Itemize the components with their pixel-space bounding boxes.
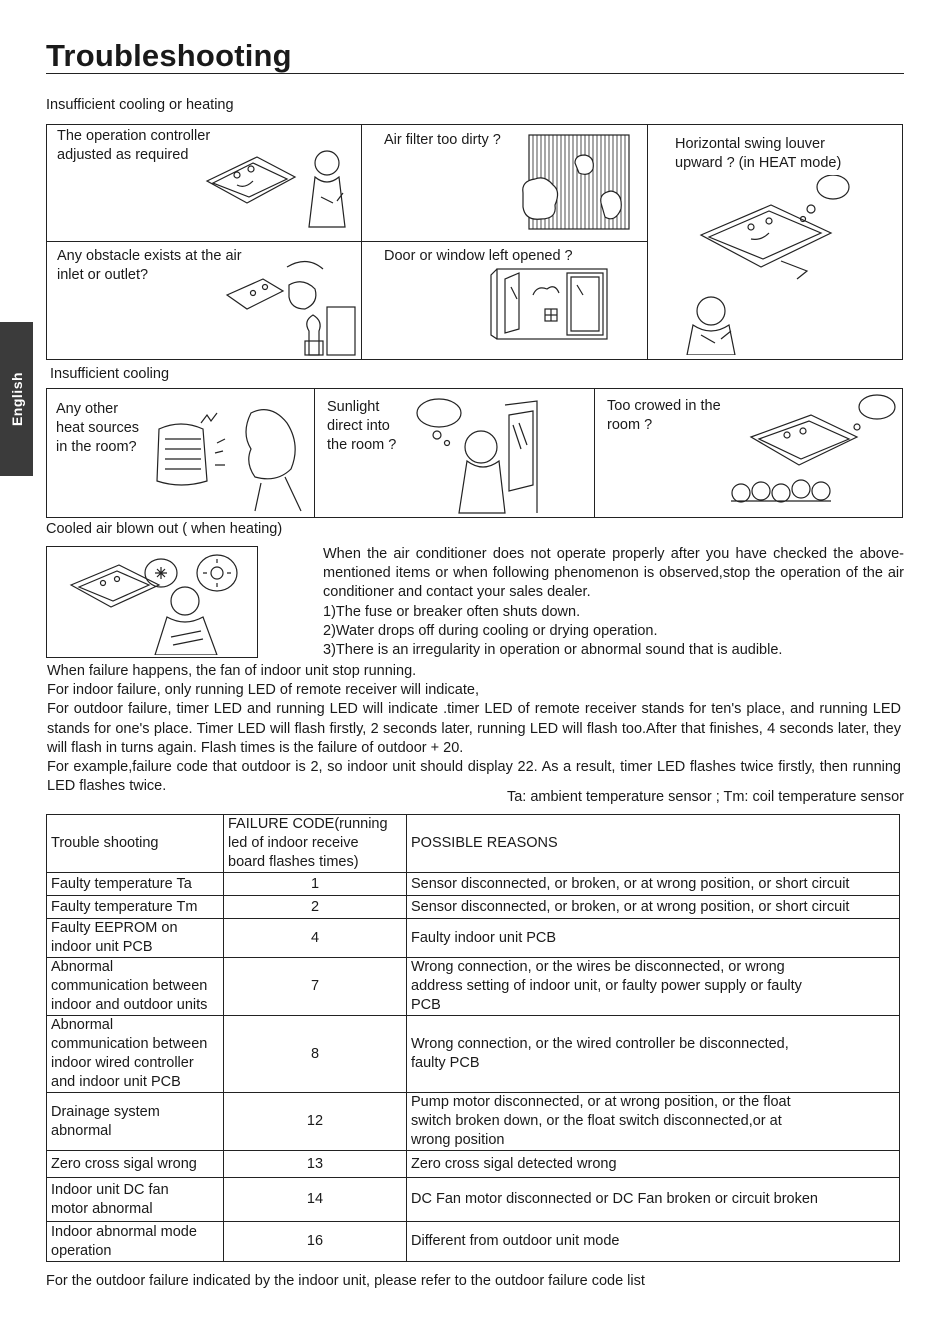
cell-trouble: Indoor abnormal mode operation <box>47 1222 224 1262</box>
cell-trouble: Abnormal communication between indoor wired controller and indoor unit PCB <box>47 1016 224 1093</box>
table-header-row <box>47 815 900 873</box>
cell-reason: Wrong connection, or the wired controller be disconnected, faulty PCB <box>407 1016 900 1093</box>
cell-heat-sources-text: Any other heat sources in the room? <box>56 401 140 455</box>
cell-code: 8 <box>224 1016 407 1093</box>
obstacle-at-outlet-illustration <box>223 255 359 359</box>
failure-explanation <box>47 662 901 796</box>
notice-item-1: 1)The fuse or breaker often shuts down. <box>323 603 581 620</box>
cell-trouble: Faulty EEPROM on indoor unit PCB <box>47 919 224 958</box>
cell-code: 12 <box>224 1093 407 1151</box>
ac-unit-with-person-illustration <box>197 137 357 237</box>
cell-code: 1 <box>224 873 407 896</box>
table-row <box>47 919 900 958</box>
language-tab-label: English <box>8 371 25 427</box>
notice-item-3: 3)There is an irregularity in operation or abnormal sound that is audible. <box>323 642 783 659</box>
cooling-grid <box>46 388 903 518</box>
cell-trouble: Indoor unit DC fan motor abnormal <box>47 1178 224 1222</box>
cell-sunlight-text: Sunlight direct into the room ? <box>327 399 397 453</box>
cooled-air-illustration <box>67 551 253 655</box>
cell-louver-text: Horizontal swing louver upward ? (in HEAT mode) <box>675 136 842 171</box>
table-row <box>47 1093 900 1151</box>
section-heading-cooling-heating: Insufficient cooling or heating <box>46 97 234 113</box>
failure-code-table <box>46 814 900 1262</box>
sensor-note: Ta: ambient temperature sensor ; Tm: coil temperature sensor <box>506 789 904 805</box>
footer-note: For the outdoor failure indicated by the indoor unit, please refer to the outdoor failure code list <box>46 1273 645 1289</box>
cell-reason: Faulty indoor unit PCB <box>407 919 900 958</box>
cell-reason: Wrong connection, or the wires be disconnected, or wrong address setting of indoor unit, or faulty power supply or faulty PCB <box>407 958 900 1016</box>
header-possible-reasons: POSSIBLE REASONS <box>407 815 900 873</box>
cell-trouble: Faulty temperature Ta <box>47 873 224 896</box>
table-row <box>47 1178 900 1222</box>
crowded-room-illustration <box>711 393 901 513</box>
cell-crowded-text: Too crowed in the room ? <box>607 398 721 433</box>
page-title: Troubleshooting <box>46 38 292 73</box>
failure-text-4: For example,failure code that outdoor is 2, so indoor unit should display 22. As a result, timer LED flashes twice firstly, then running LED flashes twice. <box>47 759 901 795</box>
cell-reason: Zero cross sigal detected wrong <box>407 1151 900 1178</box>
cell-filter-text: Air filter too dirty ? <box>384 132 501 148</box>
cell-trouble: Faulty temperature Tm <box>47 896 224 919</box>
dirty-air-filter-illustration <box>515 133 631 233</box>
table-row <box>47 1016 900 1093</box>
cooled-air-box <box>46 546 258 658</box>
table-row <box>47 896 900 919</box>
contact-dealer-notice <box>323 545 904 660</box>
cell-reason: Sensor disconnected, or broken, or at wrong position, or short circuit <box>407 896 900 919</box>
table-row <box>47 1151 900 1178</box>
section-heading-cooled-air: Cooled air blown out ( when heating) <box>46 521 283 537</box>
header-trouble-shooting: Trouble shooting <box>47 815 224 873</box>
cell-code: 4 <box>224 919 407 958</box>
heater-and-person-illustration <box>151 393 311 513</box>
cell-reason: Different from outdoor unit mode <box>407 1222 900 1262</box>
cell-reason: DC Fan motor disconnected or DC Fan broken or circuit broken <box>407 1178 900 1222</box>
cooling-heating-grid <box>46 124 903 360</box>
open-door-window-illustration <box>487 265 617 343</box>
table-row <box>47 1222 900 1262</box>
cell-trouble: Drainage system abnormal <box>47 1093 224 1151</box>
cell-code: 13 <box>224 1151 407 1178</box>
cell-code: 14 <box>224 1178 407 1222</box>
notice-paragraph: When the air conditioner does not operate properly after you have checked the above-mentioned items or when following phenomenon is observed,stop the operation of the air conditioner and contact your sales dealer. <box>323 546 904 601</box>
cell-trouble: Zero cross sigal wrong <box>47 1151 224 1178</box>
title-divider <box>46 73 904 74</box>
cell-door-text: Door or window left opened ? <box>384 248 573 264</box>
failure-text-1: When failure happens, the fan of indoor unit stop running. <box>47 663 417 679</box>
swing-louver-illustration <box>671 175 861 355</box>
section-heading-cooling: Insufficient cooling <box>50 366 170 382</box>
failure-text-2: For indoor failure, only running LED of remote receiver will indicate, <box>47 682 479 699</box>
language-tab <box>0 322 33 476</box>
table-row <box>47 873 900 896</box>
cell-code: 16 <box>224 1222 407 1262</box>
cell-controller-text: The operation controller adjusted as required <box>57 128 211 163</box>
cell-code: 2 <box>224 896 407 919</box>
sunlight-window-illustration <box>401 395 551 515</box>
cell-reason: Sensor disconnected, or broken, or at wrong position, or short circuit <box>407 873 900 896</box>
header-failure-code: FAILURE CODE(running led of indoor receive board flashes times) <box>224 815 407 873</box>
table-row <box>47 958 900 1016</box>
cell-trouble: Abnormal communication between indoor and outdoor units <box>47 958 224 1016</box>
notice-item-2: 2)Water drops off during cooling or drying operation. <box>323 622 658 639</box>
failure-text-3: For outdoor failure, timer LED and running LED will indicate .timer LED of remote receiver stands for ten's place, and running LED stands for one's place. Timer LED will flash firstly, 2 seconds later, running LED will flash too.After that finishes, 4 seconds later, they will flash in turns again. Flash times is the failure of outdoor + 20. <box>47 701 901 756</box>
cell-code: 7 <box>224 958 407 1016</box>
cell-obstacle-text: Any obstacle exists at the air inlet or outlet? <box>57 248 242 283</box>
cell-reason: Pump motor disconnected, or at wrong position, or the float switch broken down, or the float switch disconnected,or at wrong position <box>407 1093 900 1151</box>
